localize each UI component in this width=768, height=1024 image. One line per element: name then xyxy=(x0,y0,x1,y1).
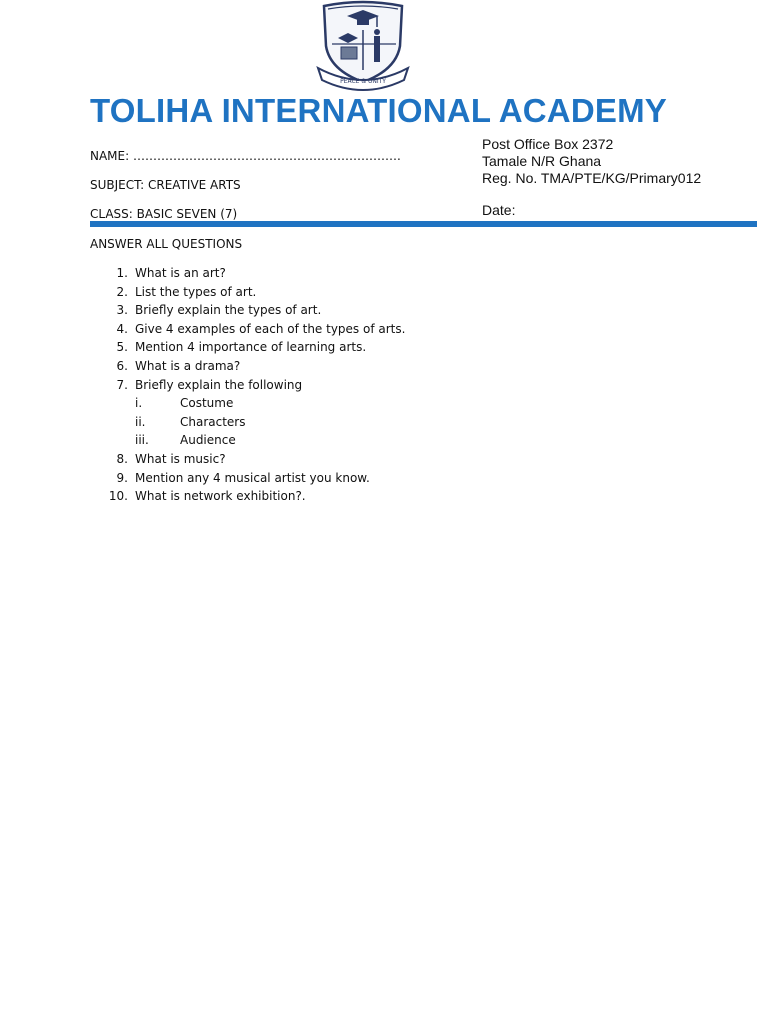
question-number: 7. xyxy=(116,377,128,392)
question-number: 2. xyxy=(116,284,128,299)
sub-question-number: ii. xyxy=(135,414,146,429)
question-number: 9. xyxy=(116,470,128,485)
question-number: 3. xyxy=(116,303,128,318)
sub-question-text: Costume xyxy=(180,396,234,411)
class-line: CLASS: BASIC SEVEN (7) xyxy=(90,207,238,221)
question-text: Briefly explain the following xyxy=(135,377,303,392)
school-crest-logo xyxy=(314,0,412,92)
question-text: Mention any 4 musical artist you know. xyxy=(135,470,370,485)
date-label: Date: xyxy=(482,202,516,218)
registration-number: Reg. No. TMA/PTE/KG/Primary012 xyxy=(482,170,702,186)
question-text: What is music? xyxy=(135,451,226,466)
address-line-2: Tamale N/R Ghana xyxy=(482,153,602,169)
question-number: 5. xyxy=(116,340,128,355)
sub-question-text: Audience xyxy=(180,433,236,448)
name-line: NAME: …………………………………………………………. xyxy=(90,149,401,163)
question-text: List the types of art. xyxy=(135,284,257,299)
question-text: What is a drama? xyxy=(135,358,241,373)
sub-question-number: iii. xyxy=(135,433,149,448)
question-number: 6. xyxy=(116,358,128,373)
subject-line: SUBJECT: CREATIVE ARTS xyxy=(90,178,241,192)
question-text: What is an art? xyxy=(135,266,226,280)
question-number: 8. xyxy=(116,451,128,466)
instructions: ANSWER ALL QUESTIONS xyxy=(90,237,243,251)
sub-question-number: i. xyxy=(135,396,143,411)
header-divider xyxy=(90,221,757,227)
question-text: Mention 4 importance of learning arts. xyxy=(135,340,367,355)
question-number: 10. xyxy=(108,489,128,504)
school-name-title: TOLIHA INTERNATIONAL ACADEMY xyxy=(90,92,667,129)
question-text: What is network exhibition?. xyxy=(135,489,306,504)
crest-motto: PEACE & UNITY xyxy=(340,78,386,85)
question-number: 1. xyxy=(116,266,128,280)
question-text: Give 4 examples of each of the types of arts. xyxy=(135,321,406,336)
question-number: 4. xyxy=(116,321,128,336)
address-line-1: Post Office Box 2372 xyxy=(482,136,614,152)
question-text: Briefly explain the types of art. xyxy=(135,303,322,318)
sub-question-text: Characters xyxy=(180,414,246,429)
